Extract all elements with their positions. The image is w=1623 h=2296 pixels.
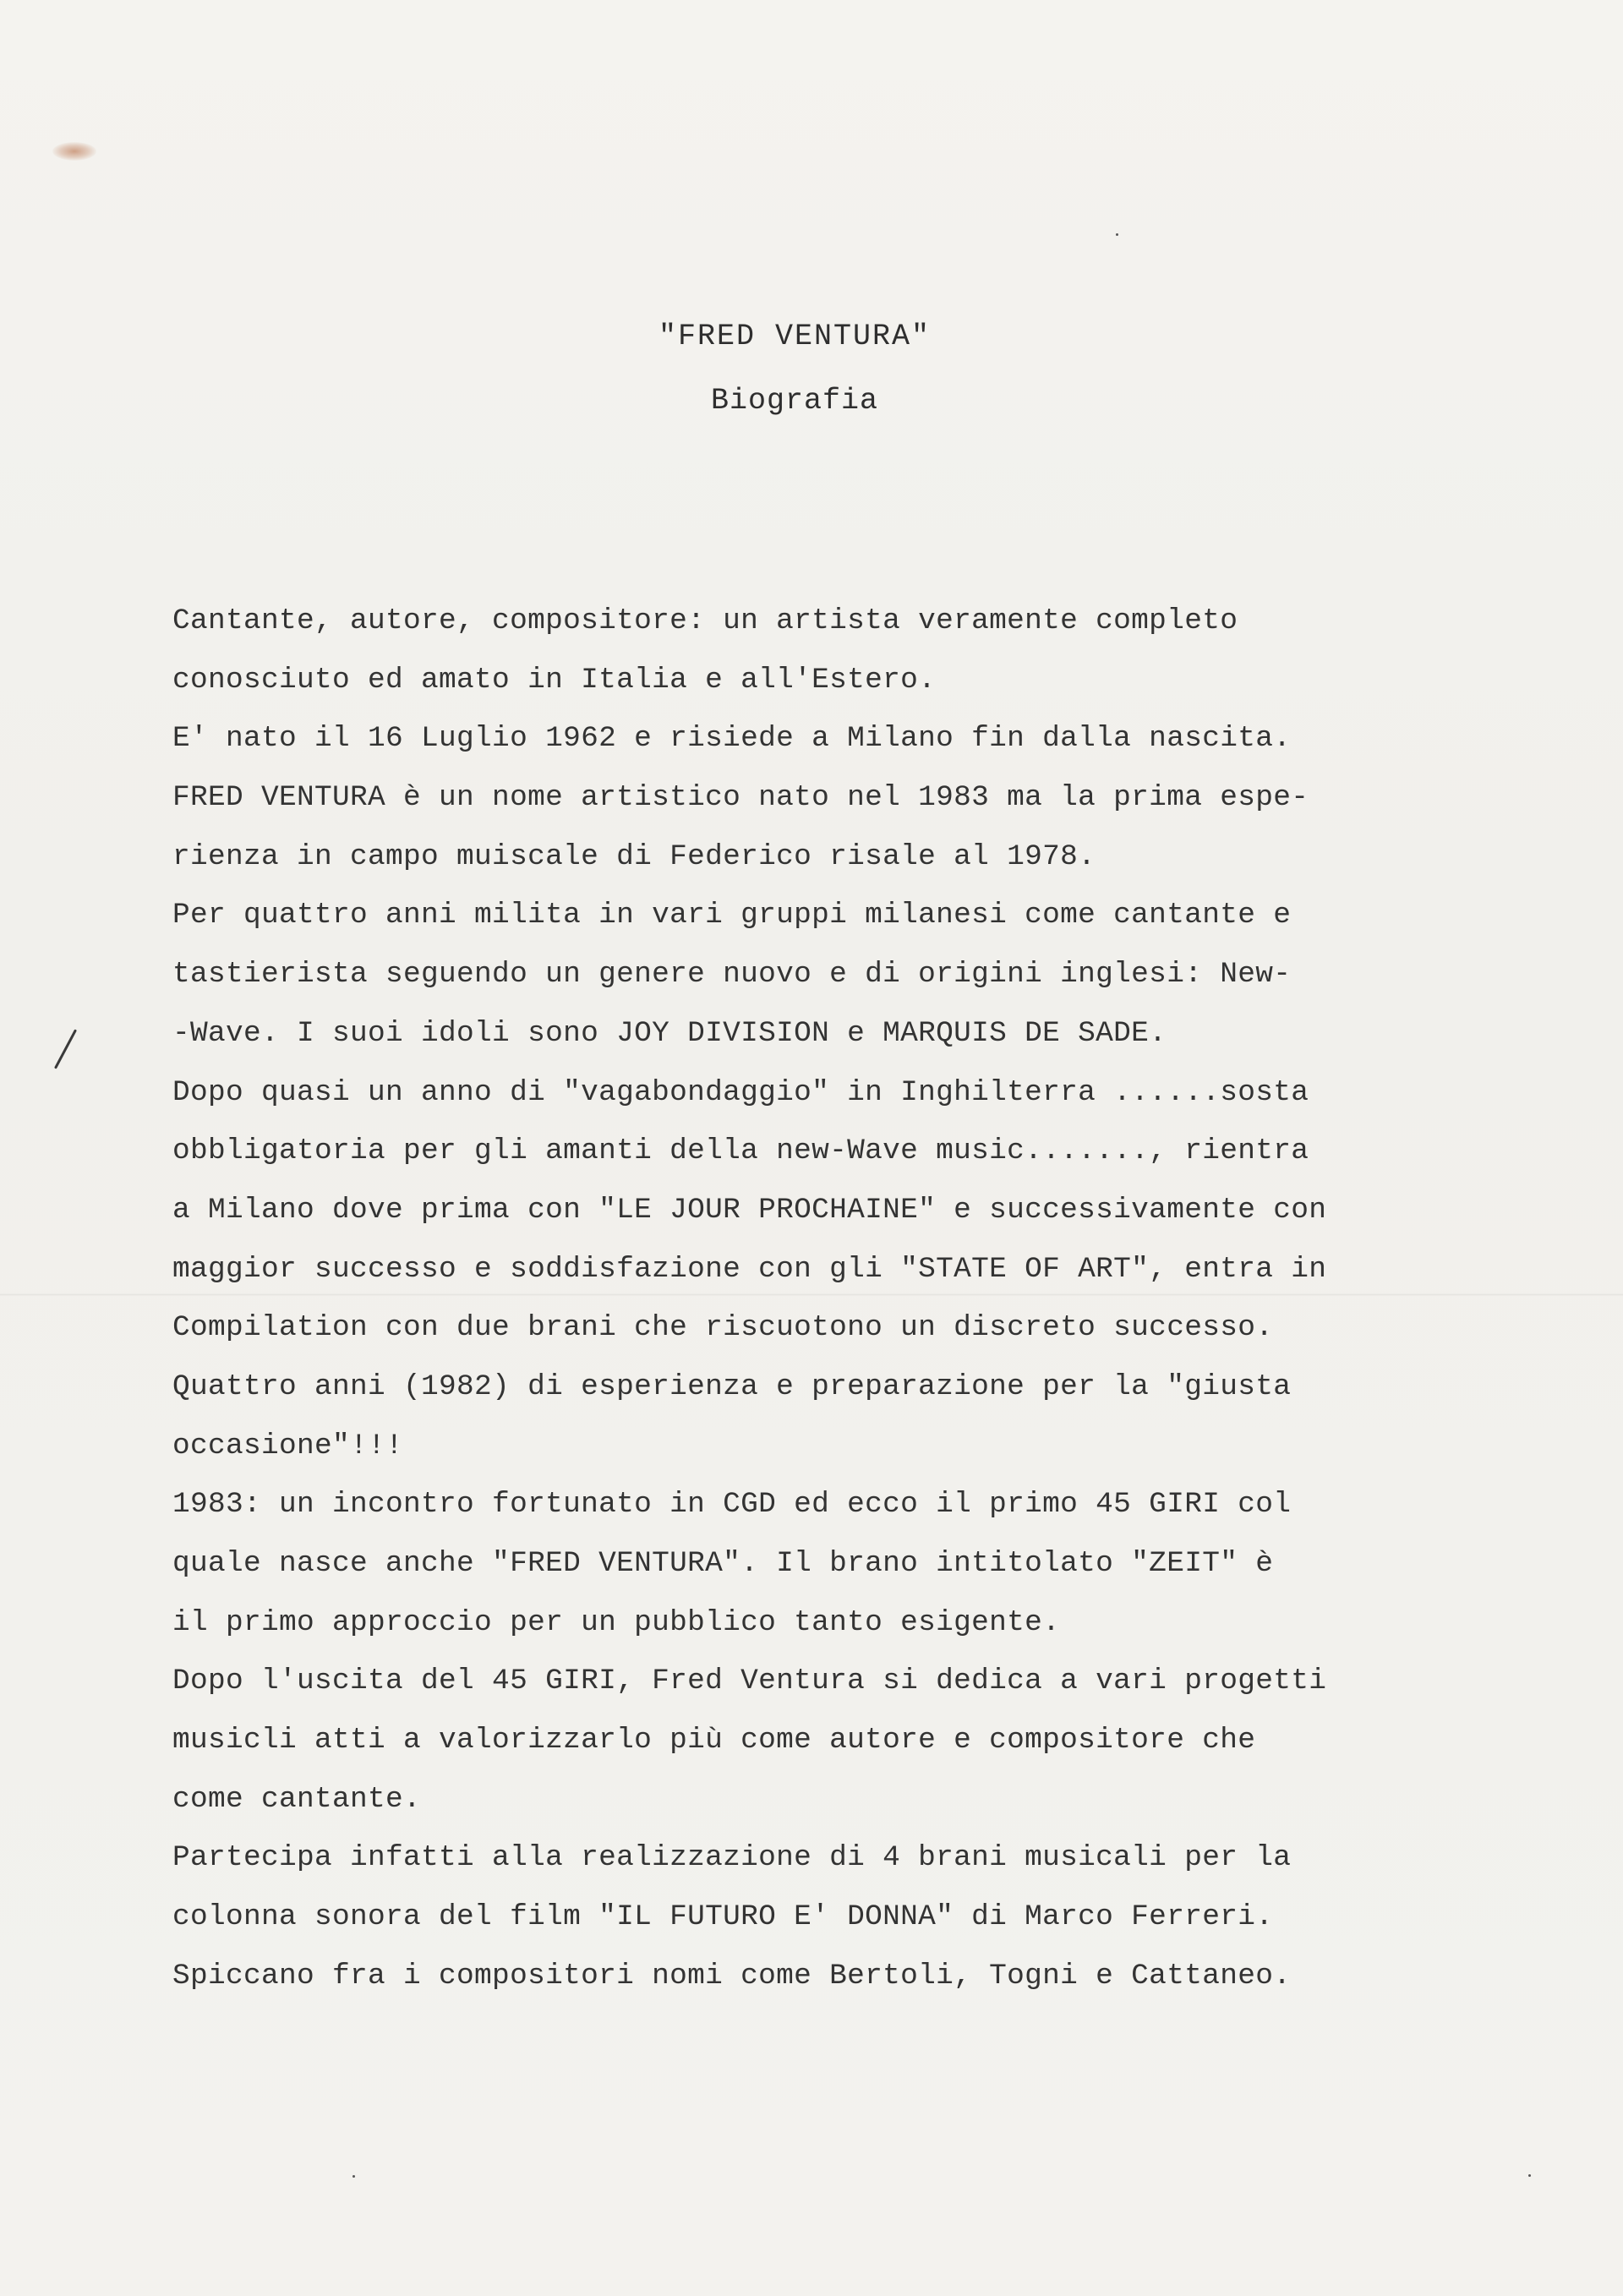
text-line: conosciuto ed amato in Italia e all'Estero. — [172, 663, 937, 697]
text-line: occasione"!!! — [172, 1429, 404, 1462]
text-line: obbligatoria per gli amanti della new-Wave music......., rientra — [172, 1134, 1309, 1168]
text-line: Dopo l'uscita del 45 GIRI, Fred Ventura si dedica a vari progetti — [172, 1665, 1327, 1698]
text-line: Spiccano fra i compositori nomi come Bertoli, Togni e Cattaneo. — [172, 1959, 1292, 1993]
text-line: Cantante, autore, compositore: un artista veramente completo — [172, 604, 1238, 637]
text-line: tastierista seguendo un genere nuovo e di origini inglesi: New- — [172, 958, 1292, 992]
text-line: a Milano dove prima con "LE JOUR PROCHAINE" e successivamente con — [172, 1193, 1327, 1227]
text-line: Compilation con due brani che riscuotono un discreto successo. — [172, 1311, 1274, 1345]
ink-speck — [352, 2175, 355, 2178]
text-line: come cantante. — [172, 1782, 422, 1816]
ink-speck — [1116, 233, 1118, 236]
text-line: il primo approccio per un pubblico tanto esigente. — [172, 1605, 1061, 1639]
text-line: quale nasce anche "FRED VENTURA". Il brano intitolato "ZEIT" è — [172, 1547, 1274, 1580]
document-header — [0, 314, 1623, 423]
document-subtitle: Biografia — [710, 384, 879, 418]
text-line: rienza in campo muiscale di Federico risale al 1978. — [172, 839, 1096, 873]
text-line: musicli atti a valorizzarlo più come autore e compositore che — [172, 1724, 1256, 1758]
text-line: E' nato il 16 Luglio 1962 e risiede a Milano fin dalla nascita. — [172, 722, 1292, 756]
document-title: "FRED VENTURA" — [658, 320, 932, 353]
text-line: Quattro anni (1982) di esperienza e preparazione per la "giusta — [172, 1369, 1292, 1403]
text-line: 1983: un incontro fortunato in CGD ed ecco il primo 45 GIRI col — [172, 1488, 1292, 1522]
rust-stain — [52, 142, 96, 161]
text-line: Per quattro anni milita in vari gruppi milanesi come cantante e — [172, 899, 1292, 932]
text-line: FRED VENTURA è un nome artistico nato nel 1983 ma la prima espe- — [172, 781, 1309, 815]
text-line: Partecipa infatti alla realizzazione di 4 brani musicali per la — [172, 1841, 1292, 1875]
biography-text — [172, 592, 1559, 2006]
text-line: -Wave. I suoi idoli sono JOY DIVISION e MARQUIS DE SADE. — [172, 1016, 1167, 1050]
text-line: colonna sonora del film "IL FUTURO E' DONNA" di Marco Ferreri. — [172, 1900, 1274, 1934]
ink-speck — [1528, 2174, 1531, 2177]
text-line: maggior successo e soddisfazione con gli "STATE OF ART", entra in — [172, 1252, 1327, 1286]
text-line: Dopo quasi un anno di "vagabondaggio" in Inghilterra ......sosta — [172, 1075, 1309, 1109]
